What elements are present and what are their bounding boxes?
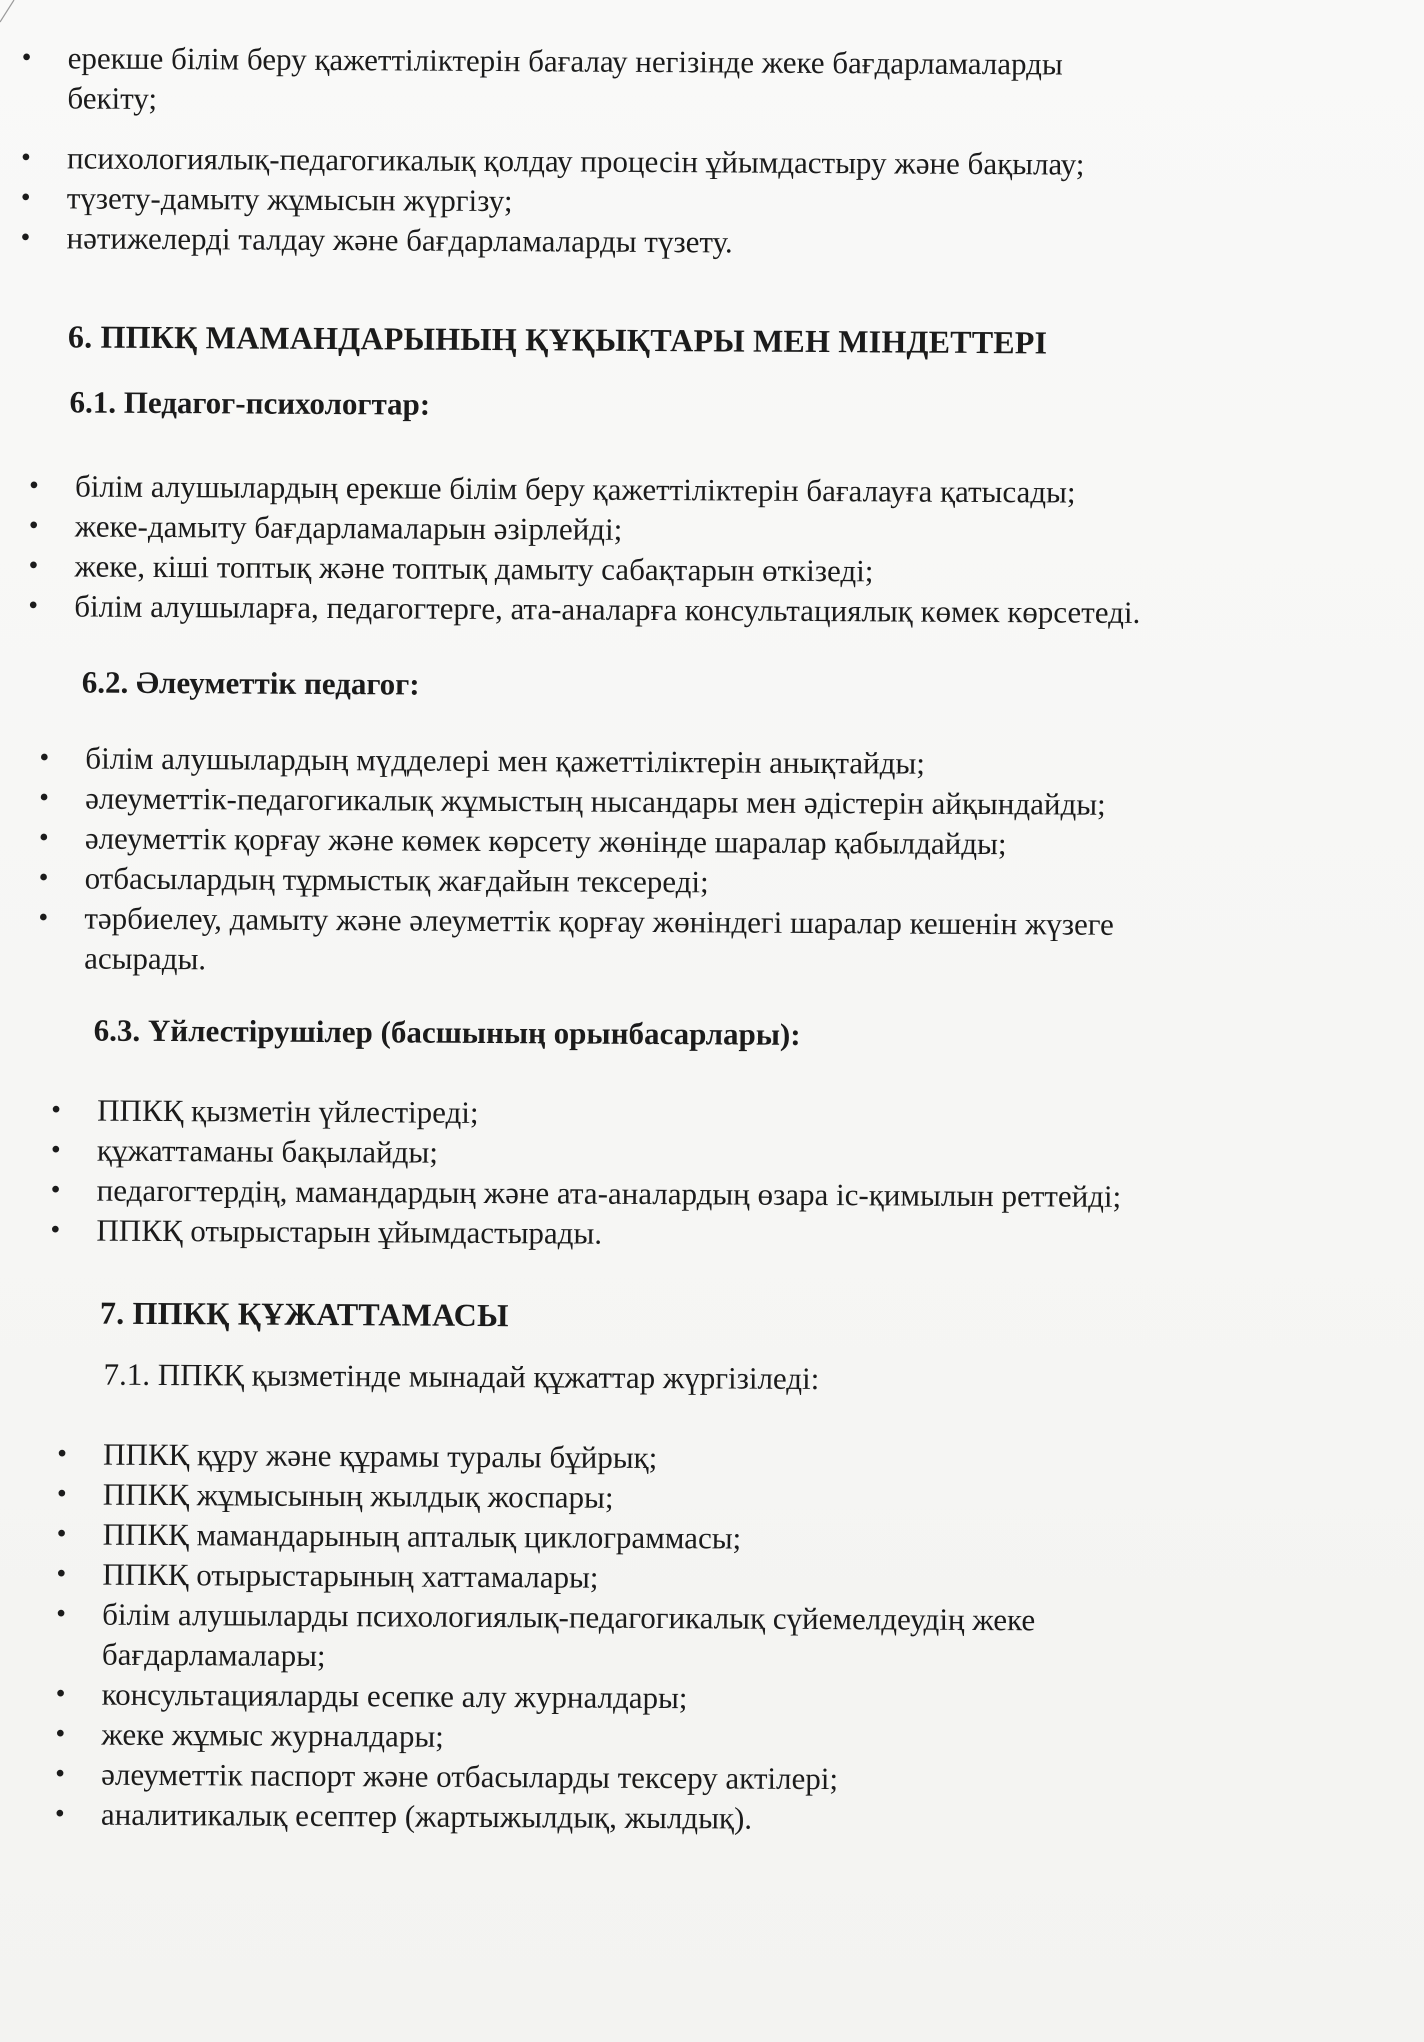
list-item-text: ППКҚ отырыстарын ұйымдастырады.: [96, 1212, 603, 1251]
list-item-text: бағдарламалары;: [101, 1636, 326, 1674]
list-item-text: құжаттаманы бақылайды;: [96, 1132, 439, 1170]
list-item-text: асырады.: [84, 940, 207, 977]
bullet-icon: •: [28, 510, 39, 542]
list-item-text: отбасылардың тұрмыстық жағдайын тексереді;: [84, 860, 709, 900]
list-item: [54, 1795, 1381, 1843]
list-item-text: бекіту;: [67, 80, 158, 116]
list-item-text: әлеуметтік қорғау және көмек көрсету жөнінде шаралар қабылдайды;: [84, 820, 1007, 862]
section-7-list: [54, 1435, 1383, 1843]
bullet-icon: •: [28, 470, 39, 502]
bullet-icon: •: [55, 1678, 66, 1710]
list-item: [50, 1211, 1376, 1259]
list-item-text: жеке-дамыту бағдарламаларын әзірлейді;: [74, 508, 623, 547]
list-item-text: психологиялық-педагогикалық қолдау процесін ұйымдастыру және бақылау;: [66, 140, 1085, 182]
bullet-icon: •: [56, 1518, 67, 1550]
section-7-heading-block: [100, 1295, 509, 1334]
list-item-text: тәрбиелеу, дамыту және әлеуметтік қорғау жөніндегі шаралар кешенін жүзеге: [84, 900, 1114, 942]
section-6-title: 6. ППКҚ МАМАНДАРЫНЫҢ ҚҰҚЫҚТАРЫ МЕН МІНДЕТТЕРІ: [67, 318, 1048, 361]
section-7-intro: 7.1. ППКҚ қызметінде мынадай құжаттар жүргізіледі:: [103, 1356, 820, 1397]
list-item-text: ППКҚ құру және құрамы туралы бұйрық;: [103, 1436, 658, 1476]
subsection-6-1-title: 6.1. Педагог-психологтар:: [69, 384, 431, 422]
bullet-icon: •: [51, 1094, 62, 1126]
list-item-text: білім алушылардың ерекше білім беру қажеттіліктерін бағалауға қатысады;: [74, 468, 1076, 510]
list-item-text: педагогтердің, мамандардың және ата-аналардың өзара іс-қимылын реттейді;: [96, 1172, 1122, 1214]
bullet-icon: •: [21, 42, 32, 74]
bullet-icon: •: [56, 1478, 67, 1510]
list-item-text: ерекше білім беру қажеттіліктерін бағалау негізінде жеке бағдарламаларды: [67, 40, 1063, 82]
list-item-text: жеке жұмыс журналдары;: [101, 1716, 444, 1754]
bullet-icon: •: [20, 142, 31, 174]
bullet-icon: •: [56, 1598, 67, 1630]
list-item-text: консультацияларды есепке алу журналдары;: [101, 1676, 688, 1716]
bullet-icon: •: [20, 222, 31, 254]
list-item-text: әлеуметтік-педагогикалық жұмыстың нысандары мен әдістерін айқындайды;: [85, 780, 1106, 822]
intro-list: [20, 38, 1367, 266]
bullet-icon: •: [50, 1214, 61, 1246]
subsection-6-3-heading-block: [94, 1013, 801, 1053]
bullet-icon: •: [54, 1798, 65, 1830]
list-item-text: жеке, кіші топтық және топтық дамыту сабақтарын өткізеді;: [74, 548, 874, 589]
subsection-6-1-heading-block: [69, 384, 430, 422]
list-item-text: нәтижелерді талдау және бағдарламаларды түзету.: [66, 220, 733, 260]
bullet-icon: •: [55, 1758, 66, 1790]
bullet-icon: •: [20, 182, 31, 214]
section-6-heading-block: [68, 318, 1048, 361]
list-item-text: ППКҚ мамандарының апталық циклограммасы;: [102, 1516, 742, 1556]
list-item-text: әлеуметтік паспорт және отбасыларды тексеру актілері;: [101, 1756, 839, 1797]
bullet-icon: •: [50, 1174, 61, 1206]
list-item-text: білім алушыларды психологиялық-педагогикалық сүйемелдеудің жеке: [102, 1596, 1036, 1638]
list-item: [21, 38, 1367, 126]
bullet-icon: •: [38, 822, 49, 854]
bullet-icon: •: [55, 1718, 66, 1750]
bullet-icon: •: [56, 1558, 67, 1590]
section-7-intro-block: [103, 1357, 819, 1397]
bullet-icon: •: [28, 590, 39, 622]
bullet-icon: •: [38, 902, 49, 934]
list-item-text: түзету-дамыту жұмысын жүргізу;: [66, 180, 513, 219]
list-item: [38, 899, 1374, 987]
bullet-icon: •: [57, 1438, 68, 1470]
subsection-6-1-list: [28, 466, 1375, 634]
subsection-6-2-title: 6.2. Әлеуметтік педагог:: [81, 664, 420, 702]
list-item: [56, 1595, 1382, 1683]
subsection-6-2-heading-block: [82, 665, 420, 703]
list-item-text: білім алушылардың мүдделері мен қажеттіліктерін анықтайды;: [85, 740, 926, 781]
list-item-text: ППКҚ отырыстарының хаттамалары;: [102, 1556, 599, 1595]
bullet-icon: •: [28, 550, 39, 582]
bullet-icon: •: [50, 1134, 61, 1166]
subsection-6-3-title: 6.3. Үйлестірушілер (басшының орынбасарлары):: [93, 1012, 801, 1052]
section-7-title: 7. ППКҚ ҚҰЖАТТАМАСЫ: [99, 1294, 509, 1334]
list-item-text: ППКҚ қызметін үйлестіреді;: [97, 1092, 479, 1130]
list-item-text: ППКҚ жұмысының жылдық жоспары;: [102, 1476, 614, 1515]
subsection-6-3-list: [50, 1091, 1377, 1259]
list-item: [28, 586, 1374, 634]
subsection-6-2-list: [38, 739, 1375, 987]
list-item-text: білім алушыларға, педагогтерге, ата-аналарға консультациялық көмек көрсетеді.: [74, 588, 1141, 630]
page-corner-crease: [0, 0, 30, 30]
bullet-icon: •: [39, 742, 50, 774]
list-item: [20, 218, 1366, 266]
bullet-icon: •: [39, 782, 50, 814]
bullet-icon: •: [38, 862, 49, 894]
list-item-text: аналитикалық есептер (жартыжылдық, жылдық).: [100, 1796, 753, 1836]
